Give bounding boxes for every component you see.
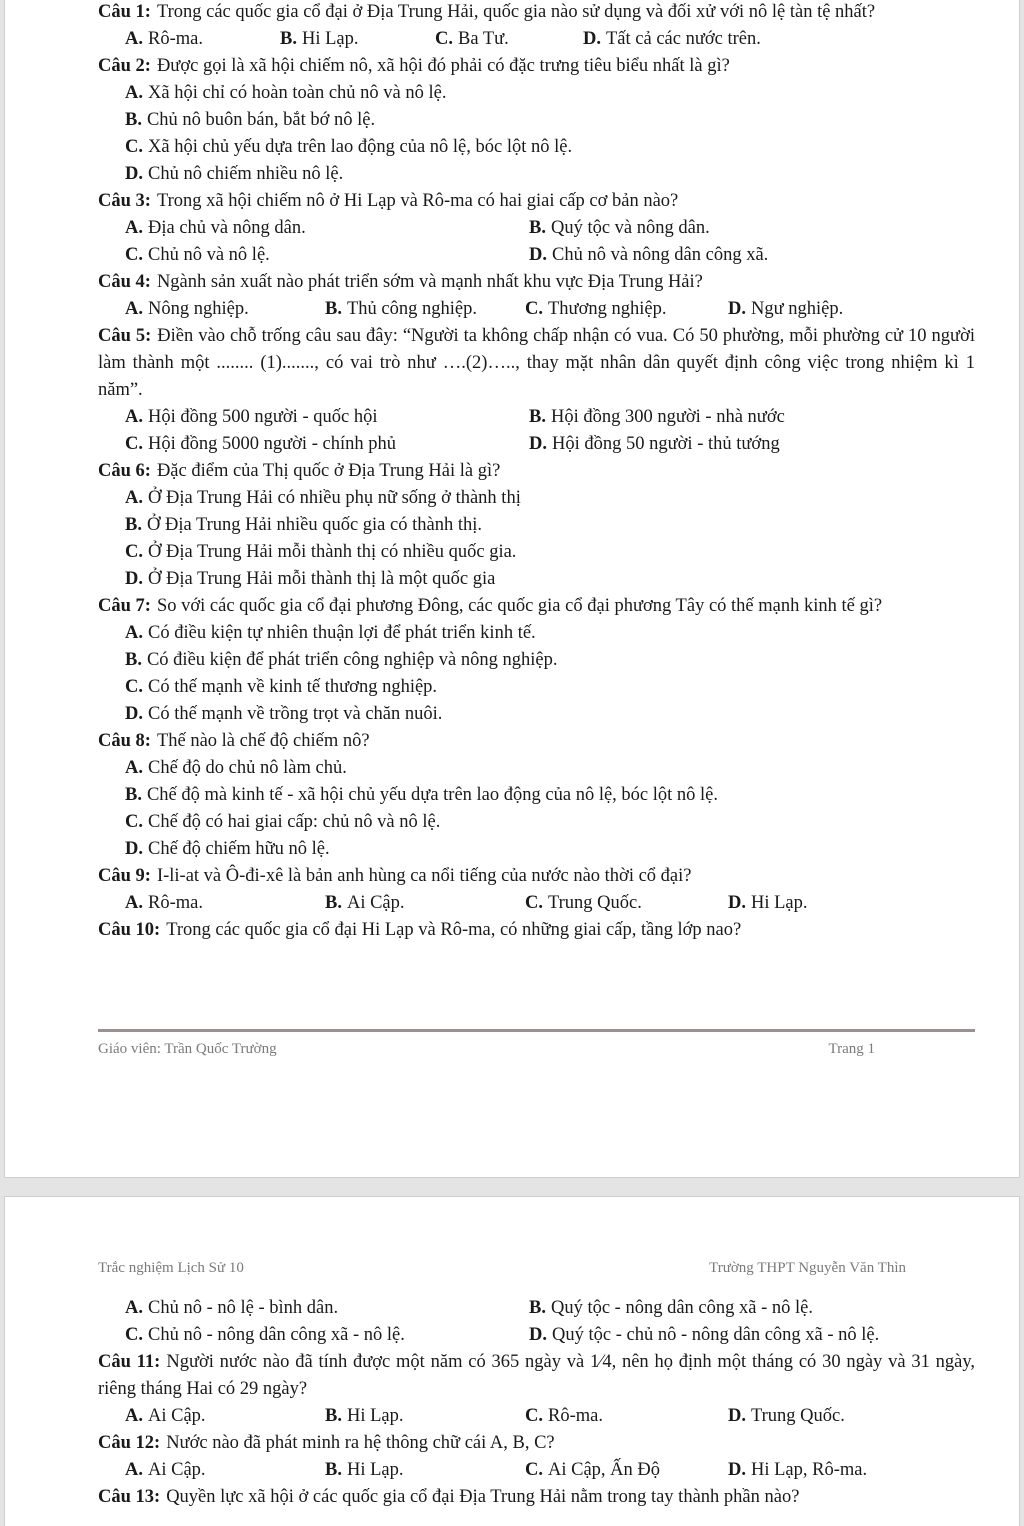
option-a: A. Có điều kiện tự nhiên thuận lợi để phát triển kinh tế. [125, 623, 536, 643]
option-b: B. Hi Lạp. [325, 1460, 404, 1480]
question-12-options [125, 1457, 975, 1484]
option-a: A. Xã hội chỉ có hoàn toàn chủ nô và nô lệ. [125, 83, 447, 103]
question-6: Câu 6: Đặc điểm của Thị quốc ở Địa Trung Hải là gì? [98, 461, 501, 481]
question-6-options [125, 485, 975, 593]
option-a: A. Rô-ma. [125, 893, 203, 913]
question-11-options [125, 1403, 975, 1430]
option-d: D. Ở Địa Trung Hải mỗi thành thị là một quốc gia [125, 569, 496, 589]
option-a: A. Chế độ do chủ nô làm chủ. [125, 758, 347, 778]
question-9: Câu 9: I-li-at và Ô-đi-xê là bản anh hùng ca nổi tiếng của nước nào thời cổ đại? [98, 866, 692, 886]
question-11: Câu 11: Người nước nào đã tính được một năm có 365 ngày và 1⁄4, nên họ định một tháng có 30 ngày và 31 ngày, riêng tháng Hai có 29 ngày? [98, 1352, 975, 1399]
option-a: A. Địa chủ và nông dân. [125, 218, 306, 238]
option-d: D. Quý tộc - chủ nô - nông dân công xã - nô lệ. [529, 1325, 880, 1345]
question-5-options [125, 404, 975, 458]
question-10-options [125, 1295, 975, 1349]
option-c: C. Chủ nô và nô lệ. [125, 245, 270, 265]
option-d: D. Có thế mạnh về trồng trọt và chăn nuôi. [125, 704, 443, 724]
footer-teacher: Giáo viên: Trần Quốc Trường [98, 1041, 277, 1057]
option-b: B. Ở Địa Trung Hải nhiều quốc gia có thành thị. [125, 515, 482, 535]
document-page-2 [4, 1196, 1020, 1526]
option-b: B. Thủ công nghiệp. [325, 299, 477, 319]
option-c: C. Ở Địa Trung Hải mỗi thành thị có nhiều quốc gia. [125, 542, 517, 562]
question-8-options [125, 755, 975, 863]
footer-page-number: Trang 1 [828, 1041, 875, 1057]
option-a: A. Rô-ma. [125, 29, 203, 49]
option-b: B. Hi Lạp. [280, 29, 359, 49]
option-c: C. Chủ nô - nông dân công xã - nô lệ. [125, 1325, 405, 1345]
question-8: Câu 8: Thế nào là chế độ chiếm nô? [98, 731, 370, 751]
option-b: B. Quý tộc - nông dân công xã - nô lệ. [529, 1298, 813, 1318]
footer-divider [98, 1029, 975, 1032]
option-c: C. Xã hội chủ yếu dựa trên lao động của nô lệ, bóc lột nô lệ. [125, 137, 573, 157]
option-b: B. Có điều kiện để phát triển công nghiệp và nông nghiệp. [125, 650, 558, 670]
question-1-options [125, 26, 975, 53]
option-a: A. Nông nghiệp. [125, 299, 249, 319]
question-1: Câu 1: Trong các quốc gia cổ đại ở Địa Trung Hải, quốc gia nào sử dụng và đối xử với nô lệ tàn tệ nhất? [98, 2, 876, 22]
option-a: A. Chủ nô - nô lệ - bình dân. [125, 1298, 339, 1318]
option-d: D. Chủ nô chiếm nhiều nô lệ. [125, 164, 344, 184]
document-page-1 [4, 0, 1020, 1178]
option-d: D. Hi Lạp. [728, 893, 808, 913]
option-c: C. Ai Cập, Ấn Độ [525, 1460, 661, 1480]
option-c: C. Rô-ma. [525, 1406, 603, 1426]
question-3-options [125, 215, 975, 269]
option-b: B. Chế độ mà kinh tế - xã hội chủ yếu dựa trên lao động của nô lệ, bóc lột nô lệ. [125, 785, 719, 805]
option-d: D. Hội đồng 50 người - thủ tướng [529, 434, 780, 454]
question-9-options [125, 890, 975, 917]
option-d: D. Hi Lạp, Rô-ma. [728, 1460, 868, 1480]
option-c: C. Chế độ có hai giai cấp: chủ nô và nô lệ. [125, 812, 441, 832]
option-a: A. Hội đồng 500 người - quốc hội [125, 407, 378, 427]
question-4-options [125, 296, 975, 323]
question-7-options [125, 620, 975, 728]
option-b: B. Hội đồng 300 người - nhà nước [529, 407, 785, 427]
option-c: C. Hội đồng 5000 người - chính phủ [125, 434, 396, 454]
header-school: Trường THPT Nguyễn Văn Thìn [709, 1260, 906, 1276]
option-d: D. Chế độ chiếm hữu nô lệ. [125, 839, 330, 859]
option-b: B. Ai Cập. [325, 893, 405, 913]
option-b: B. Quý tộc và nông dân. [529, 218, 710, 238]
option-c: C. Thương nghiệp. [525, 299, 667, 319]
question-2: Câu 2: Được gọi là xã hội chiếm nô, xã hội đó phải có đặc trưng tiêu biểu nhất là gì? [98, 56, 730, 76]
option-d: D. Trung Quốc. [728, 1406, 845, 1426]
option-a: A. Ở Địa Trung Hải có nhiều phụ nữ sống ở thành thị [125, 488, 521, 508]
question-5: Câu 5: Điền vào chỗ trống câu sau đây: “Người ta không chấp nhận có vua. Có 50 phường, mỗi phường cử 10 người làm thành một ........ (1)......., có vai trò như ….(2)….., thay mặt nhân dân quyết định công việc trong nhiệm kì 1 năm”. [98, 326, 975, 400]
question-10: Câu 10: Trong các quốc gia cổ đại Hi Lạp và Rô-ma, có những giai cấp, tầng lớp nao? [98, 920, 742, 940]
option-c: C. Ba Tư. [435, 29, 509, 49]
option-c: C. Có thế mạnh về kinh tế thương nghiệp. [125, 677, 438, 697]
option-b: B. Hi Lạp. [325, 1406, 404, 1426]
question-7: Câu 7: So với các quốc gia cổ đại phương Đông, các quốc gia cổ đại phương Tây có thế mạnh kinh tế gì? [98, 596, 883, 616]
option-a: A. Ai Cập. [125, 1406, 206, 1426]
header-subject: Trắc nghiệm Lịch Sử 10 [98, 1260, 244, 1276]
option-b: B. Chủ nô buôn bán, bắt bớ nô lệ. [125, 110, 376, 130]
question-12: Câu 12: Nước nào đã phát minh ra hệ thông chữ cái A, B, C? [98, 1433, 555, 1453]
option-d: D. Ngư nghiệp. [728, 299, 844, 319]
page-1-content [98, 0, 975, 944]
question-13: Câu 13: Quyền lực xã hội ở các quốc gia cổ đại Địa Trung Hải nằm trong tay thành phần nào? [98, 1487, 800, 1507]
question-4: Câu 4: Ngành sản xuất nào phát triển sớm và mạnh nhất khu vực Địa Trung Hải? [98, 272, 703, 292]
option-c: C. Trung Quốc. [525, 893, 642, 913]
option-d: D. Tất cả các nước trên. [583, 29, 761, 49]
option-d: D. Chủ nô và nông dân công xã. [529, 245, 769, 265]
option-a: A. Ai Cập. [125, 1460, 206, 1480]
page-2-content [98, 1295, 975, 1511]
question-2-options [125, 80, 975, 188]
question-3: Câu 3: Trong xã hội chiếm nô ở Hi Lạp và Rô-ma có hai giai cấp cơ bản nào? [98, 191, 679, 211]
